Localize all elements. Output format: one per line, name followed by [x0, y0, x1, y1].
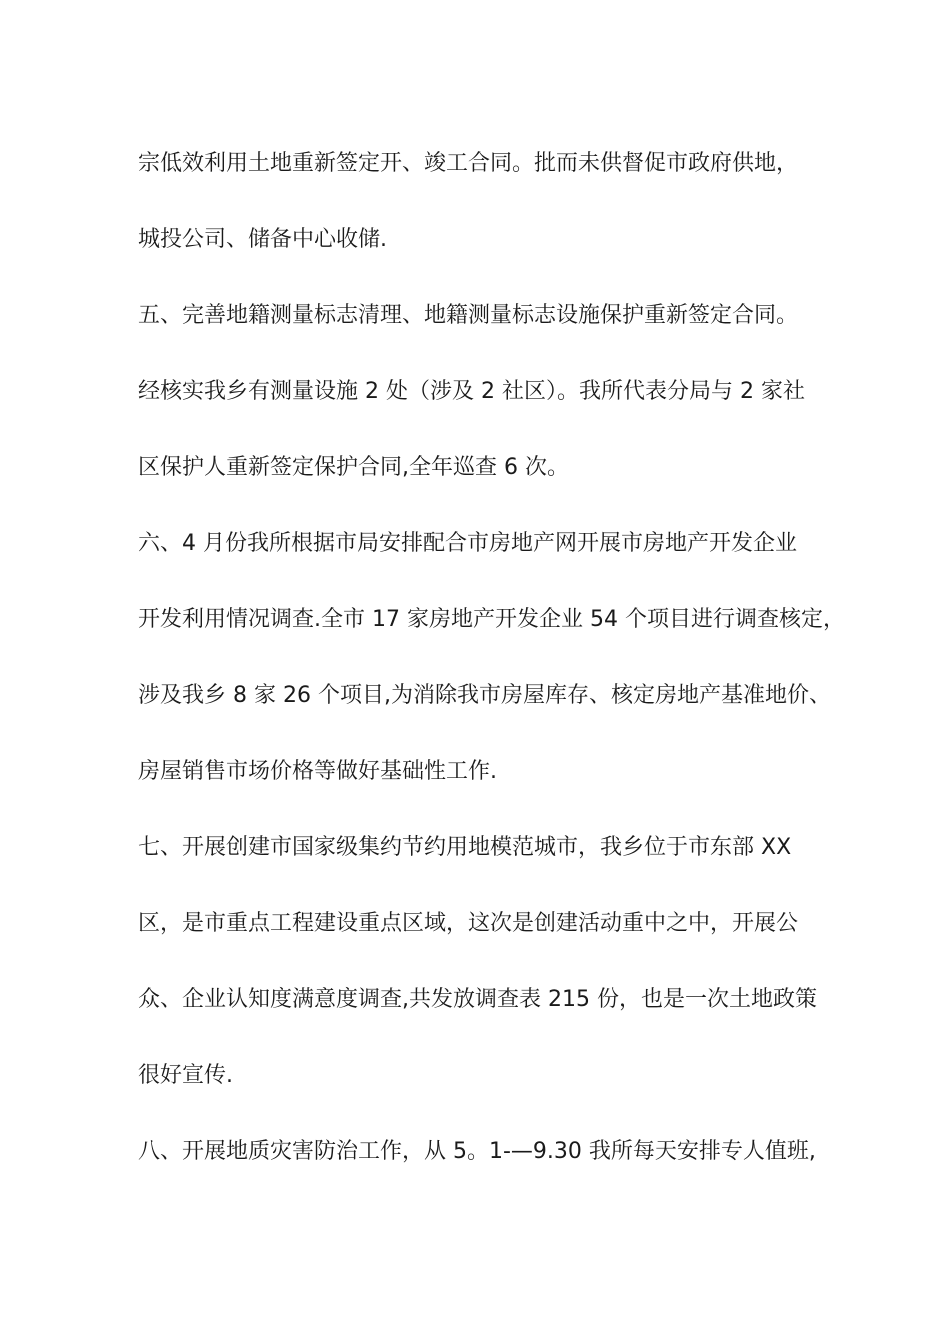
text-line: 开发利用情况调查.全市 17 家房地产开发企业 54 个项目进行调查核定，	[138, 607, 845, 632]
text-line: 六、4 月份我所根据市局安排配合市房地产网开展市房地产开发企业	[138, 531, 797, 556]
text-line: 众、企业认知度满意度调查,共发放调查表 215 份，也是一次土地政策	[138, 987, 817, 1012]
text-line: 房屋销售市场价格等做好基础性工作.	[138, 759, 497, 784]
text-line: 八、开展地质灾害防治工作，从 5。1-—9.30 我所每天安排专人值班,	[138, 1139, 816, 1164]
text-line: 区保护人重新签定保护合同,全年巡查 6 次。	[138, 455, 569, 480]
text-line: 区，是市重点工程建设重点区域，这次是创建活动重中之中，开展公	[138, 911, 799, 936]
text-line: 宗低效利用土地重新签定开、竣工合同。批而未供督促市政府供地，	[138, 151, 799, 176]
text-line: 七、开展创建市国家级集约节约用地模范城市，我乡位于市东部 XX	[138, 835, 792, 860]
text-line: 五、完善地籍测量标志清理、地籍测量标志设施保护重新签定合同。	[138, 303, 799, 328]
text-line: 很好宣传.	[138, 1063, 233, 1088]
text-line: 城投公司、储备中心收储.	[138, 227, 387, 252]
text-line: 经核实我乡有测量设施 2 处（涉及 2 社区）。我所代表分局与 2 家社	[138, 379, 805, 404]
text-line: 涉及我乡 8 家 26 个项目,为消除我市房屋库存、核定房地产基准地价、	[138, 683, 831, 708]
